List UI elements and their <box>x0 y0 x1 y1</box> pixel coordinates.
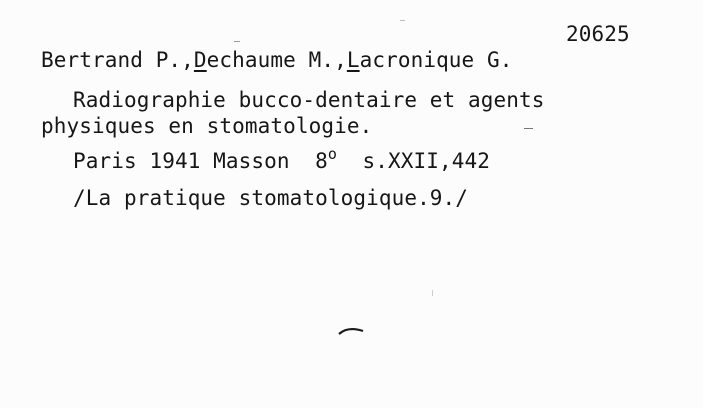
ink-mark <box>338 326 364 336</box>
authors-line <box>41 48 513 72</box>
author-lacronique-rest: acronique G. <box>359 48 513 72</box>
format-superscript: o <box>327 145 338 163</box>
paper-speck <box>400 20 405 21</box>
author-dechaume-initial: D <box>193 48 207 72</box>
author-bertrand: Bertrand P., <box>41 48 194 72</box>
title-line-1: Radiographie bucco-dentaire et agents <box>73 88 545 112</box>
imprint-line <box>73 145 490 175</box>
imprint-place-year-publisher: Paris 1941 Masson 8 <box>73 149 328 173</box>
author-dechaume-rest: echaume M., <box>206 48 347 72</box>
author-lacronique-initial: L <box>346 48 360 72</box>
series-line: /La pratique stomatologique.9./ <box>73 186 469 210</box>
paper-speck <box>524 128 533 129</box>
paper-speck <box>432 290 433 296</box>
pagination: s.XXII,442 <box>337 149 490 173</box>
call-number: 20625 <box>566 22 630 46</box>
title-line-2: physiques en stomatologie. <box>41 114 373 138</box>
paper-speck <box>234 41 240 42</box>
